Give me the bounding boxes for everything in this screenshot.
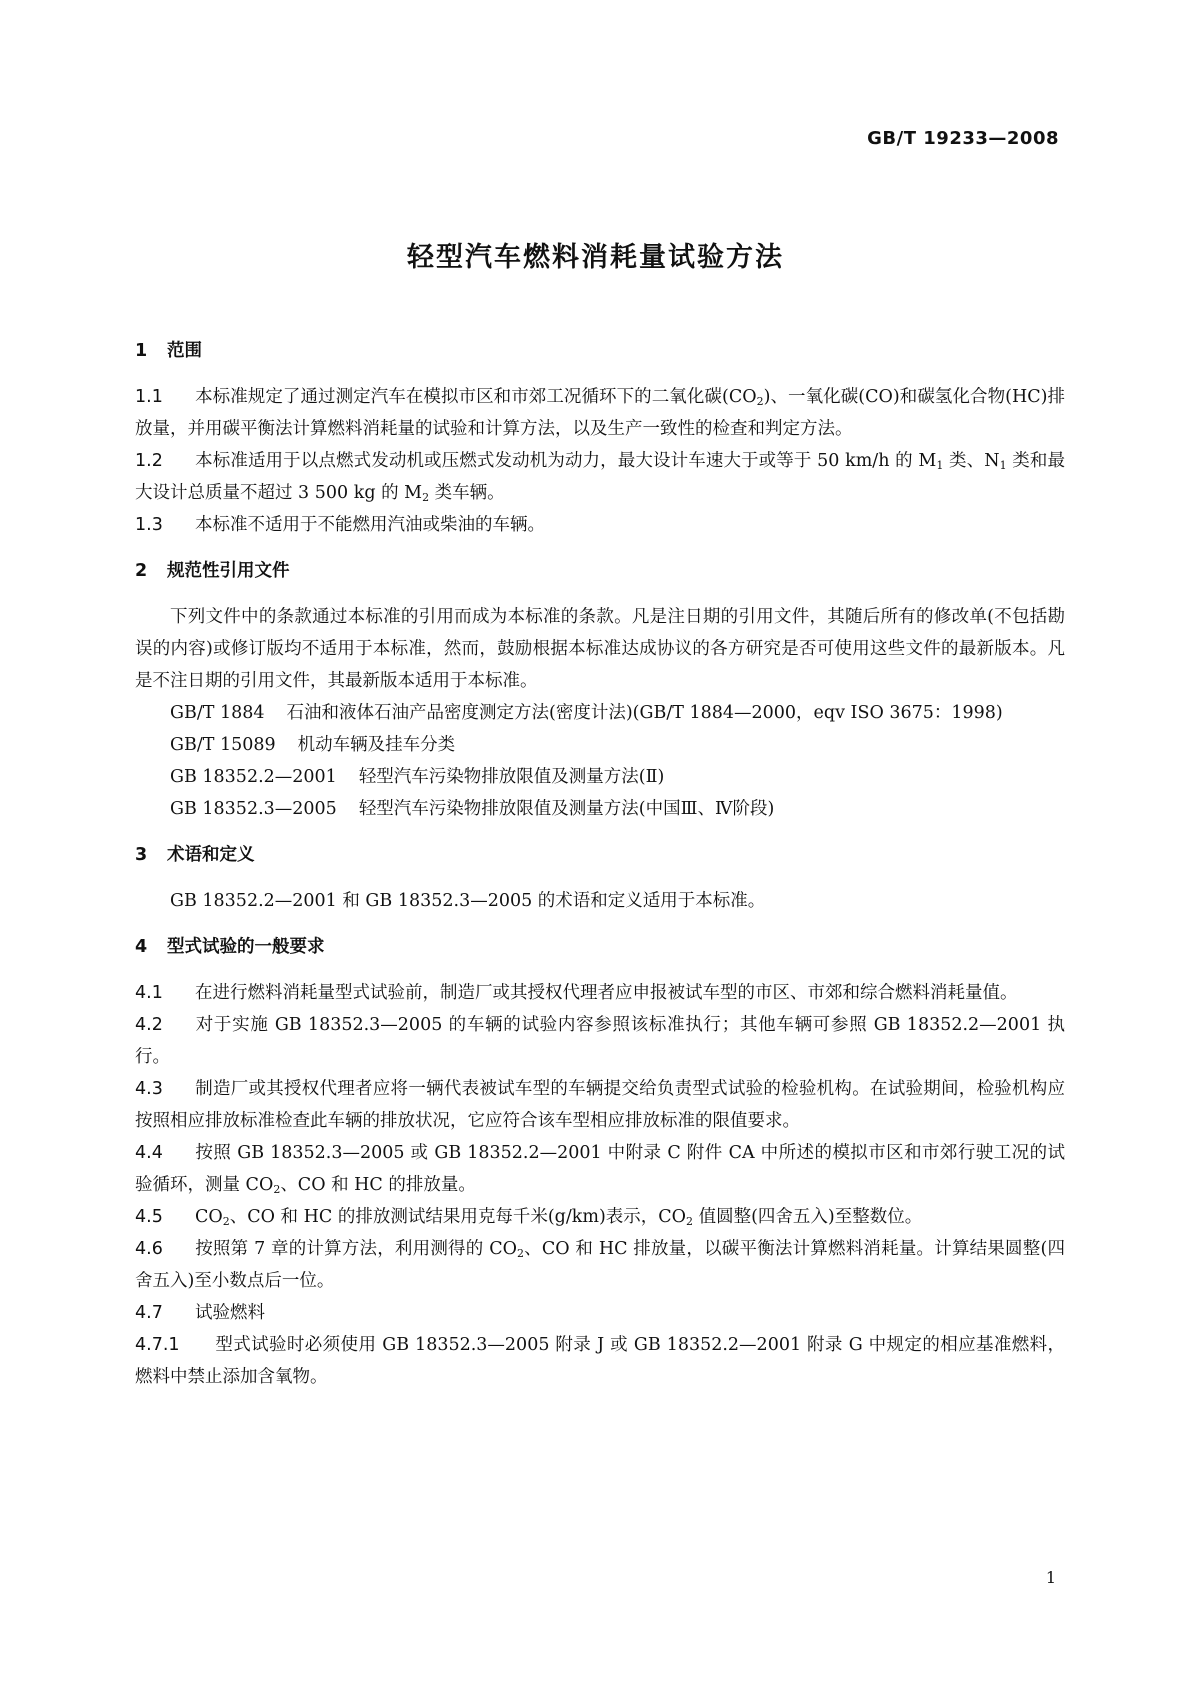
clause-text: 本标准不适用于不能燃用汽油或柴油的车辆。: [195, 515, 545, 535]
section-title: 规范性引用文件: [167, 561, 290, 581]
clause-1-2: [135, 445, 1065, 509]
clause-text: 值圆整(四舍五入)至整数位。: [693, 1207, 923, 1227]
clause-number: 4.6: [135, 1239, 163, 1259]
clause-number: 4.5: [135, 1207, 163, 1227]
clause-number: 4.3: [135, 1079, 163, 1099]
section-number: 3: [135, 845, 148, 865]
clause-number: 1.1: [135, 387, 163, 407]
clause-text: 、CO 和 HC 排放量，以碳平衡法计算燃料消耗量。计算结果圆整(四舍五入)至小数点后一位。: [135, 1239, 1065, 1291]
clause-text: 类、N: [943, 451, 1000, 471]
clause-text: 类车辆。: [429, 483, 505, 503]
clause-number: 4.7.1: [135, 1335, 180, 1355]
clause-4-3: [135, 1073, 1065, 1137]
reference-code: GB 18352.3—2005: [170, 799, 337, 819]
section-number: 2: [135, 561, 148, 581]
clause-text: 制造厂或其授权代理者应将一辆代表被试车型的车辆提交给负责型式试验的检验机构。在试验期间，检验机构应按照相应排放标准检查此车辆的排放状况，它应符合该车型相应排放标准的限值要求。: [135, 1079, 1065, 1131]
subscript: 2: [222, 1215, 230, 1228]
clause-text: 按照第 7 章的计算方法，利用测得的 CO: [195, 1239, 517, 1259]
clause-text: 、CO 和 HC 的排放测试结果用克每千米(g/km)表示，CO: [229, 1207, 687, 1227]
clause-number: 1.3: [135, 515, 163, 535]
subscript: 2: [516, 1247, 524, 1260]
document-body: [135, 335, 1065, 1393]
subscript: 2: [686, 1215, 694, 1228]
reference-title: 轻型汽车污染物排放限值及测量方法(中国Ⅲ、Ⅳ阶段): [358, 799, 775, 819]
reference-item: [135, 761, 1065, 793]
reference-code: GB/T 15089: [170, 735, 276, 755]
section-heading-normative-references: [135, 555, 1065, 587]
subscript: 2: [756, 395, 764, 408]
clause-text: 在进行燃料消耗量型式试验前，制造厂或其授权代理者应申报被试车型的市区、市郊和综合燃料消耗量值。: [195, 983, 1018, 1003]
clause-text: 、CO 和 HC 的排放量。: [280, 1175, 476, 1195]
reference-item: [135, 793, 1065, 825]
subscript: 2: [422, 491, 430, 504]
subscript: 1: [999, 459, 1007, 472]
clause-number: 4.7: [135, 1303, 163, 1323]
subscript: 2: [273, 1183, 281, 1196]
clause-number: 1.2: [135, 451, 163, 471]
standard-number: GB/T 19233—2008: [867, 128, 1059, 149]
reference-code: GB 18352.2—2001: [170, 767, 337, 787]
clause-text: )、一氧化碳(CO)和碳氢化合物(HC)排放量，并用碳平衡法计算燃料消耗量的试验和计算方法，以及生产一致性的检查和判定方法。: [135, 387, 1066, 439]
references-intro: 下列文件中的条款通过本标准的引用而成为本标准的条款。凡是注日期的引用文件，其随后所有的修改单(不包括勘误的内容)或修订版均不适用于本标准，然而，鼓励根据本标准达成协议的各方研究是否可使用这些文件的最新版本。凡是不注日期的引用文件，其最新版本适用于本标准。: [135, 607, 1065, 691]
clause-text: 本标准适用于以点燃式发动机或压燃式发动机为动力，最大设计车速大于或等于 50 km/h 的 M: [195, 451, 937, 471]
clause-4-2: [135, 1009, 1065, 1073]
document-title: 轻型汽车燃料消耗量试验方法: [407, 242, 784, 273]
clause-text: CO: [195, 1207, 223, 1227]
clause-4-6: [135, 1233, 1065, 1297]
subscript: 1: [936, 459, 944, 472]
clause-4-7-1: [135, 1329, 1065, 1393]
clause-number: 4.2: [135, 1015, 163, 1035]
clause-number: 4.4: [135, 1143, 163, 1163]
section-title: 术语和定义: [167, 845, 255, 865]
clause-4-1: [135, 977, 1065, 1009]
clause-text: 对于实施 GB 18352.3—2005 的车辆的试验内容参照该标准执行；其他车辆可参照 GB 18352.2—2001 执行。: [135, 1015, 1065, 1067]
clause-text: 本标准规定了通过测定汽车在模拟市区和市郊工况循环下的二氧化碳(CO: [195, 387, 757, 407]
reference-title: 轻型汽车污染物排放限值及测量方法(Ⅱ): [358, 767, 665, 787]
clause-text: 型式试验时必须使用 GB 18352.3—2005 附录 J 或 GB 18352.2—2001 附录 G 中规定的相应基准燃料，燃料中禁止添加含氧物。: [135, 1335, 1065, 1387]
section-number: 1: [135, 341, 148, 361]
reference-title: 石油和液体石油产品密度测定方法(密度计法)(GB/T 1884—2000，eqv ISO 3675：1998): [286, 703, 1003, 723]
reference-item: [135, 729, 1065, 761]
clause-1-1: [135, 381, 1065, 445]
section-heading-scope: [135, 335, 1065, 367]
section-title: 范围: [167, 341, 202, 361]
clause-1-3: [135, 509, 1065, 541]
clause-text: 按照 GB 18352.3—2005 或 GB 18352.2—2001 中附录 C 附件 CA 中所述的模拟市区和市郊行驶工况的试验循环，测量 CO: [135, 1143, 1065, 1195]
section-heading-terms: [135, 839, 1065, 871]
reference-title: 机动车辆及挂车分类: [297, 735, 456, 755]
clause-4-7: [135, 1297, 1065, 1329]
clause-number: 4.1: [135, 983, 163, 1003]
clause-text: 试验燃料: [195, 1303, 265, 1323]
section-heading-type-test-requirements: [135, 931, 1065, 963]
reference-item: [135, 697, 1065, 729]
clause-4-5: [135, 1201, 1065, 1233]
section-number: 4: [135, 937, 148, 957]
reference-code: GB/T 1884: [170, 703, 265, 723]
clause-4-4: [135, 1137, 1065, 1201]
terms-text: GB 18352.2—2001 和 GB 18352.3—2005 的术语和定义适用于本标准。: [170, 891, 766, 911]
clause-text: 类和最大设计总质量不超过 3 500 kg 的 M: [135, 451, 1065, 503]
page-number: 1: [1045, 1568, 1056, 1587]
section-title: 型式试验的一般要求: [167, 937, 325, 957]
